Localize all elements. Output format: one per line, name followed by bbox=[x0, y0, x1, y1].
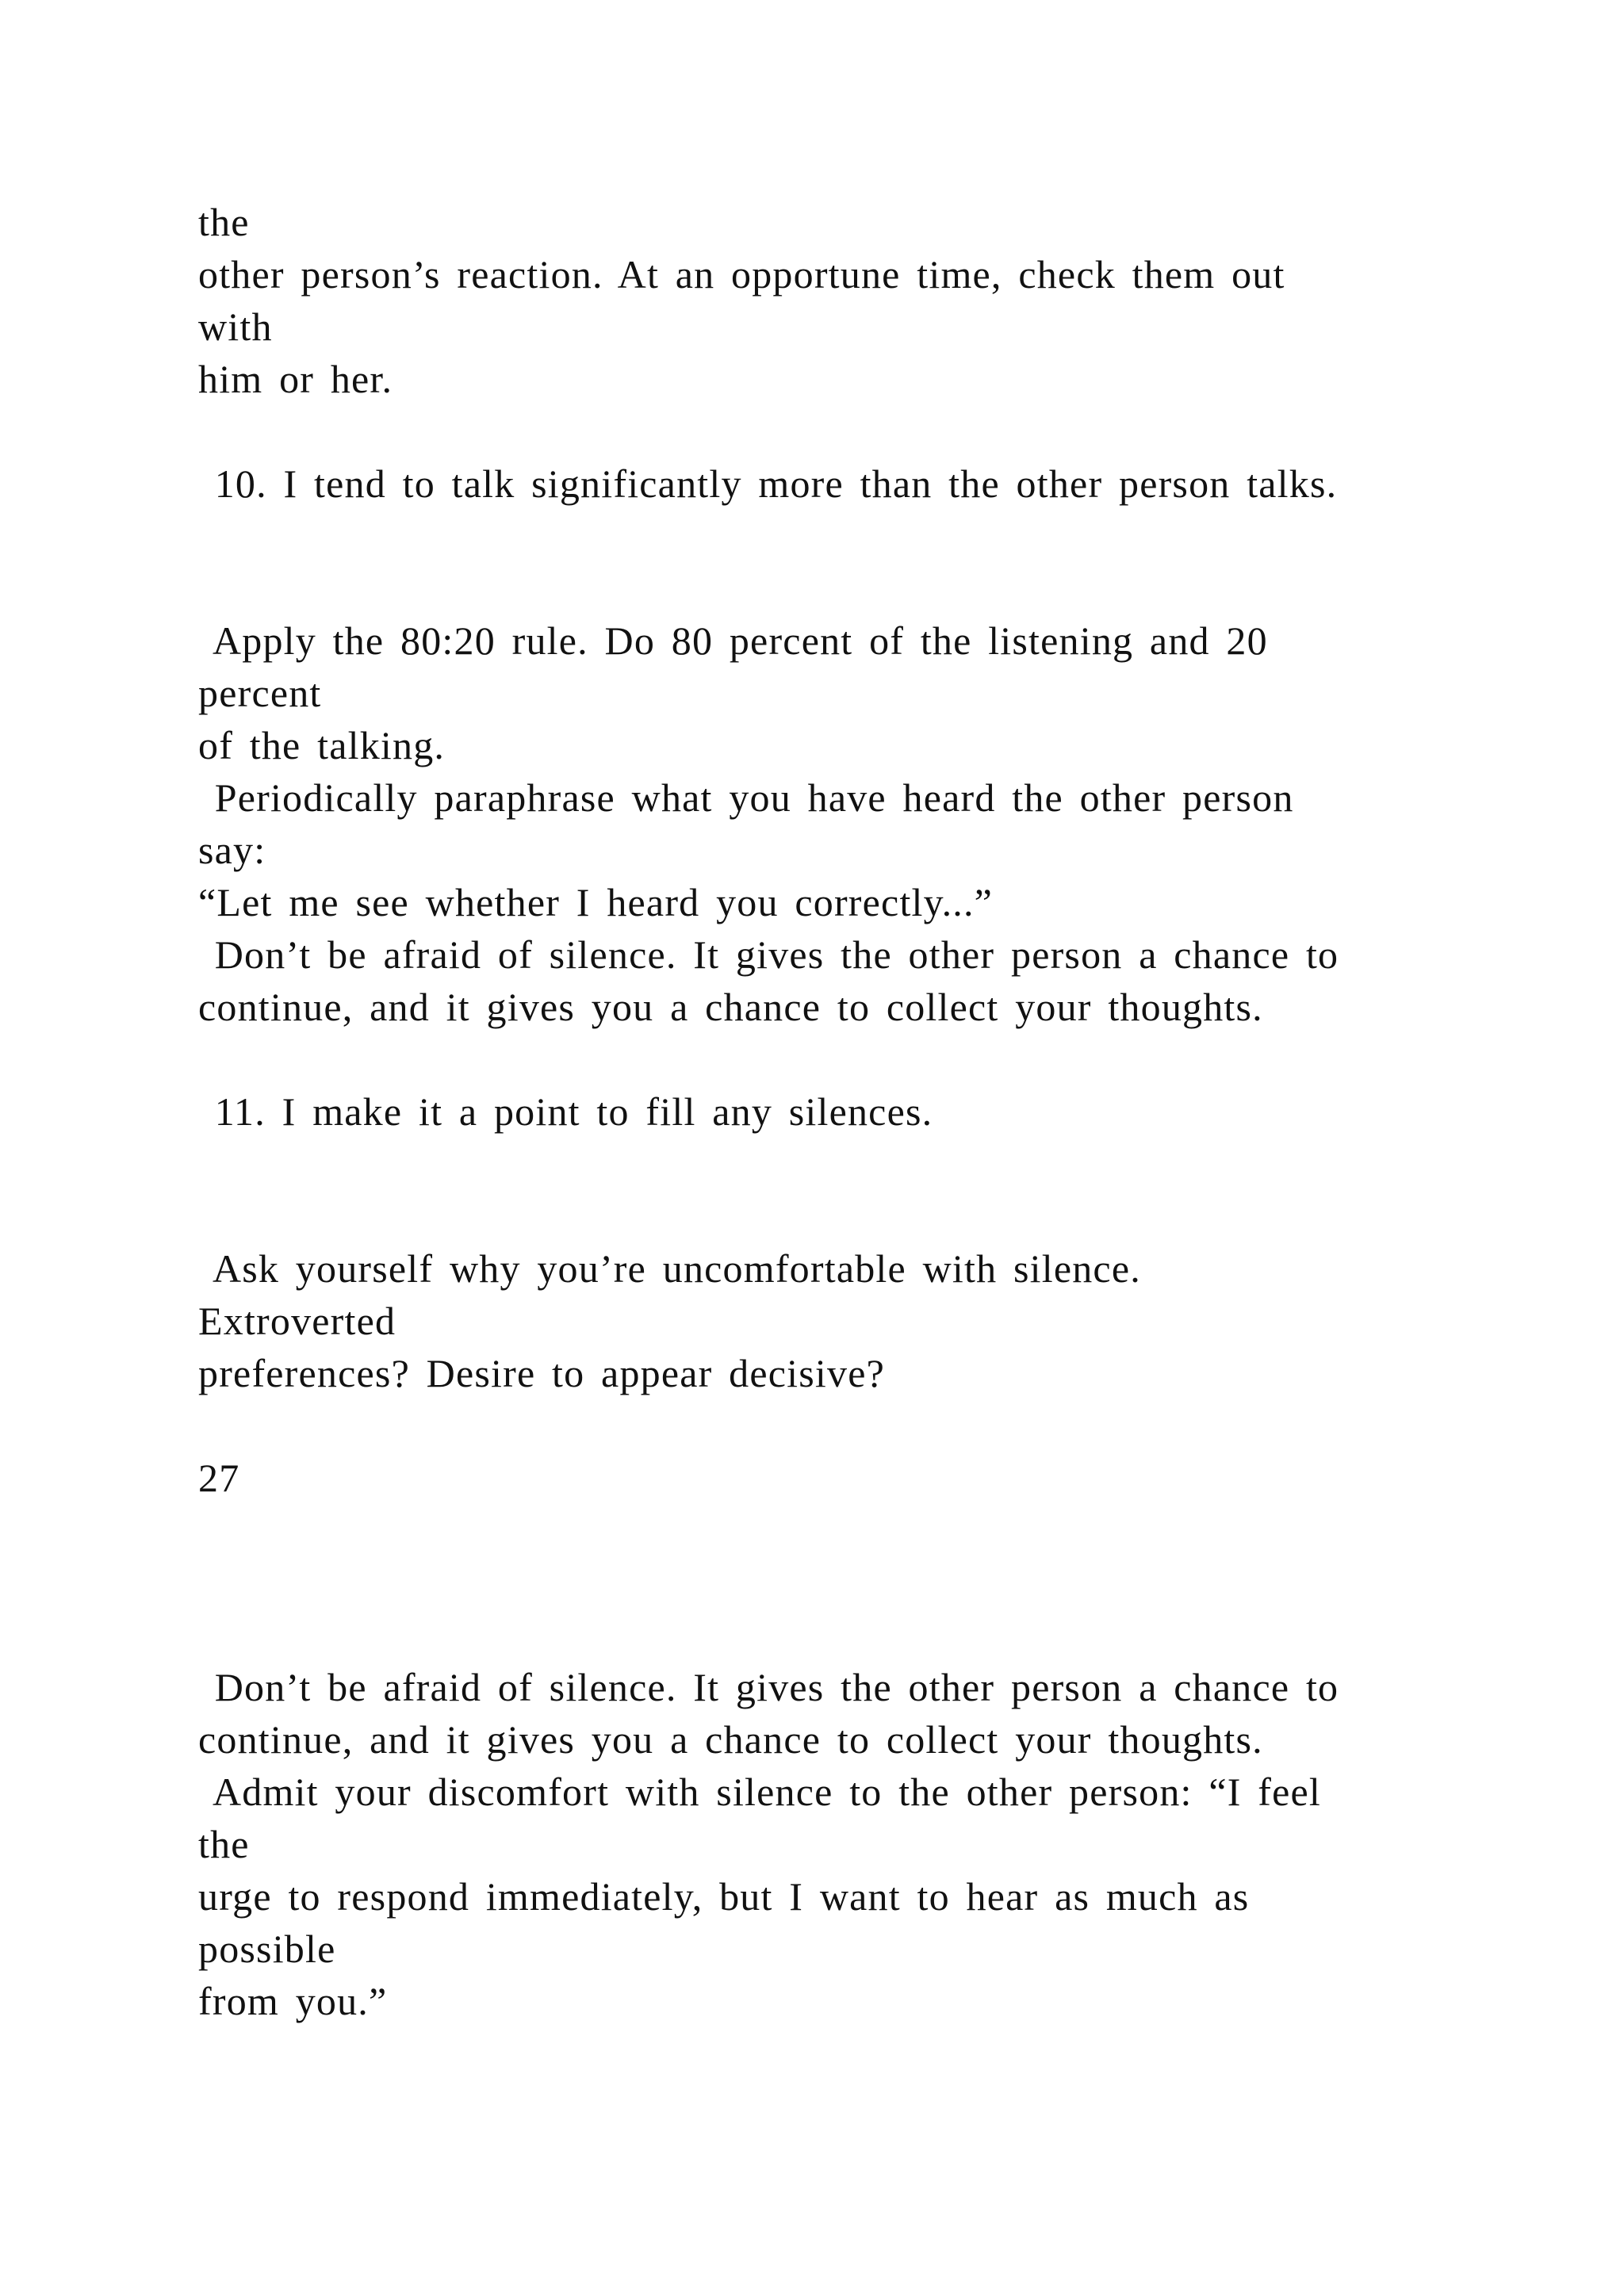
list-item-heading: 11. I make it a point to fill any silences. bbox=[198, 1089, 933, 1134]
list-item-heading: 10. I tend to talk significantly more than the other person talks. bbox=[198, 461, 1338, 506]
text-line: possible bbox=[198, 1927, 336, 1971]
text-line: Admit your discomfort with silence to the other person: “I feel bbox=[198, 1770, 1321, 1814]
text-line: Periodically paraphrase what you have heard the other person bbox=[198, 775, 1294, 820]
text-line: say: bbox=[198, 828, 266, 872]
text-line: “Let me see whether I heard you correctly...” bbox=[198, 880, 994, 924]
text-line: Don’t be afraid of silence. It gives the other person a chance to bbox=[198, 1665, 1339, 1709]
text-line: continue, and it gives you a chance to collect your thoughts. bbox=[198, 985, 1263, 1029]
text-line: percent bbox=[198, 671, 322, 715]
text-line: the bbox=[198, 1822, 250, 1866]
text-line: with bbox=[198, 304, 273, 349]
text-line: Ask yourself why you’re uncomfortable with silence. bbox=[198, 1246, 1141, 1291]
text-line: him or her. bbox=[198, 357, 393, 401]
text-line: preferences? Desire to appear decisive? bbox=[198, 1351, 885, 1395]
text-line: urge to respond immediately, but I want to hear as much as bbox=[198, 1874, 1250, 1919]
text-line: other person’s reaction. At an opportune time, check them out bbox=[198, 252, 1285, 297]
text-line: from you.” bbox=[198, 1979, 388, 2023]
text-line: of the talking. bbox=[198, 723, 446, 767]
text-line: Apply the 80:20 rule. Do 80 percent of the listening and 20 bbox=[198, 618, 1268, 663]
text-line: continue, and it gives you a chance to collect your thoughts. bbox=[198, 1717, 1263, 1762]
text-line: Don’t be afraid of silence. It gives the other person a chance to bbox=[198, 932, 1339, 977]
text-line: the bbox=[198, 200, 250, 244]
page-number: 27 bbox=[198, 1456, 240, 1500]
text-line: Extroverted bbox=[198, 1299, 396, 1343]
